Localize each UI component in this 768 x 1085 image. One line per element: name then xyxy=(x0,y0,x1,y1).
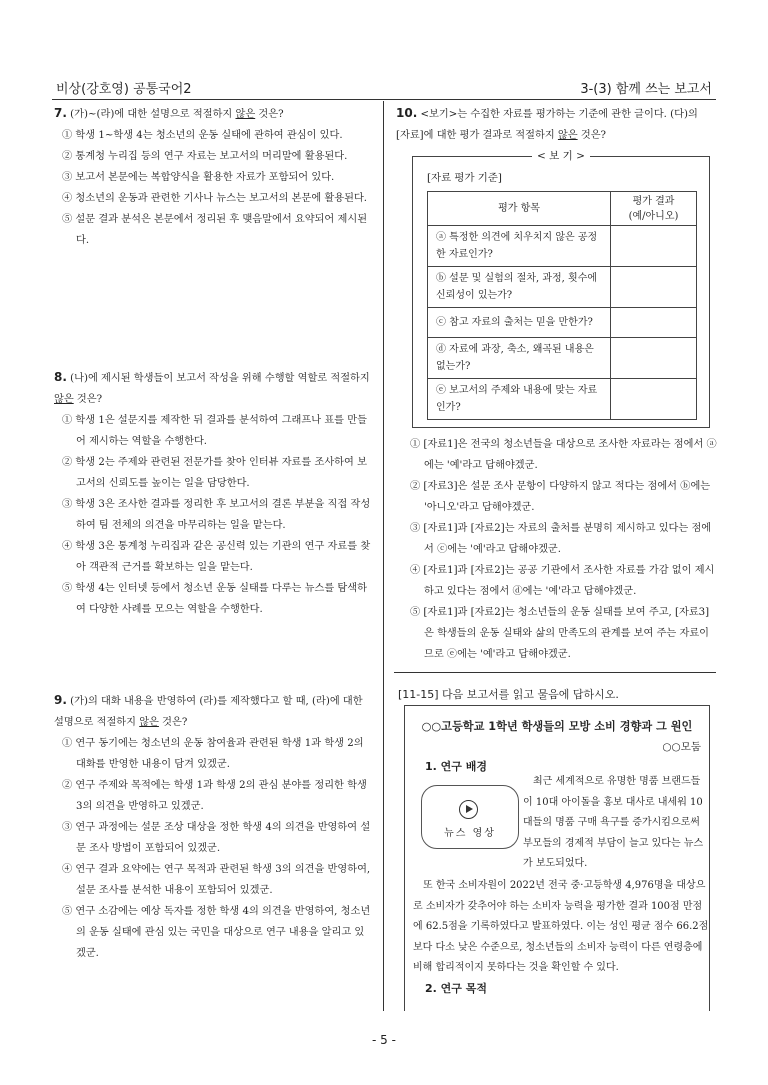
text-line: 비해 합리적이지 못하다는 것을 확인할 수 있다. xyxy=(413,962,619,973)
play-icon[interactable] xyxy=(459,800,478,819)
report-title: ○○고등학교 1학년 학생들의 모방 소비 경향과 그 원인 xyxy=(421,720,693,733)
background-text-paragraph xyxy=(413,876,709,979)
question-stem xyxy=(54,103,374,125)
result-cell xyxy=(611,267,697,308)
criteria-e: ⓔ 보고서의 주제와 내용에 맞는 자료인가? xyxy=(428,379,611,420)
question-stem xyxy=(54,367,374,410)
bogi-title-text: < 보 기 > xyxy=(532,150,590,162)
stem-underline: 않은 xyxy=(235,109,256,120)
option-2[interactable]: ② 통계청 누리집 등의 연구 자료는 보고서의 머리말에 활용된다. xyxy=(62,151,348,162)
report-passage xyxy=(404,705,710,1011)
stem-text-end: 것은? xyxy=(158,717,188,728)
stem-underline: 않은 xyxy=(139,717,159,728)
table-row xyxy=(428,267,697,308)
option-4[interactable]: ④ 연구 결과 요약에는 연구 목적과 관련된 학생 3의 의견을 반영하여, 설문 조사를 분석한 내용이 포함되어 있겠군. xyxy=(62,864,371,896)
question-stem xyxy=(396,103,714,146)
column-divider xyxy=(383,101,384,1011)
background-text-wrap xyxy=(523,772,709,875)
stem-underline: 않은 xyxy=(557,130,578,141)
option-4[interactable]: ④ 학생 3은 통계청 누리집과 같은 공신력 있는 기관의 연구 자료를 찾아 객관적 근거를 확보하는 일을 맡는다. xyxy=(62,541,371,573)
question-10 xyxy=(396,103,714,146)
option-3[interactable]: ③ 학생 3은 조사한 결과를 정리한 후 보고서의 결론 부분을 직접 작성하여 팀 전체의 의견을 마무리하는 일을 맡는다. xyxy=(62,499,371,531)
unit-title: 3-(3) 함께 쓰는 보고서 xyxy=(580,82,712,97)
table-row xyxy=(428,308,697,338)
passage-instruction: [11-15] 다음 보고서를 읽고 물음에 답하시오. xyxy=(398,688,619,701)
header-result xyxy=(611,192,697,226)
option-1[interactable]: ① [자료1]은 전국의 청소년들을 대상으로 조사한 자료라는 점에서 ⓐ에는 '예'라고 답해야겠군. xyxy=(410,439,717,471)
question-number: 8. xyxy=(54,370,67,384)
option-2[interactable]: ② 연구 주제와 목적에는 학생 1과 학생 2의 관심 분야를 정리한 학생 3의 의견을 반영하고 있겠군. xyxy=(62,780,367,812)
option-2[interactable]: ② [자료3]은 설문 조사 문항이 다양하지 않고 적다는 점에서 ⓑ에는 '아니오'라고 답해야겠군. xyxy=(410,481,711,513)
header-result-line2: (예/아니오) xyxy=(628,210,679,222)
section-heading-1: 1. 연구 배경 xyxy=(425,760,487,773)
table-row xyxy=(428,338,697,379)
stem-text-end: 것은? xyxy=(73,394,103,405)
text-line: 로 소비자가 갖추어야 하는 소비자 능력을 평가한 결과 100점 만점 xyxy=(413,900,703,912)
option-5[interactable]: ⑤ [자료1]과 [자료2]는 청소년들의 운동 실태를 보여 주고, [자료3]은 학생들의 운동 실태와 삶의 만족도의 관계를 보여 주는 자료이므로 ⓔ에는 '예'라고 답해야겠군. xyxy=(410,607,710,660)
criteria-d: ⓓ 자료에 과장, 축소, 왜곡된 내용은 없는가? xyxy=(428,338,611,379)
stem-text-end: 것은? xyxy=(255,109,284,120)
page-header xyxy=(52,72,716,100)
textbook-title: 비상(강호영) 공통국어2 xyxy=(56,82,192,97)
bogi-box xyxy=(412,150,710,428)
question-9 xyxy=(54,690,374,964)
table-header-row xyxy=(428,192,697,226)
option-5[interactable]: ⑤ 설문 결과 분석은 본문에서 정리된 후 맺음말에서 요약되어 제시된다. xyxy=(62,214,368,246)
option-3[interactable]: ③ [자료1]과 [자료2]는 자료의 출처를 분명히 제시하고 있다는 점에서 ⓒ에는 '예'라고 답해야겠군. xyxy=(410,523,712,555)
report-author: ○○모둠 xyxy=(662,741,701,753)
text-line: 가 보도되었다. xyxy=(523,858,588,869)
table-row xyxy=(428,226,697,267)
stem-text: <보기>는 수집한 자료를 평가하는 기준에 관한 글이다. (다)의 [자료]에 대한 평가 결과로 적절하지 xyxy=(396,109,698,141)
question-number: 10. xyxy=(396,106,418,120)
stem-underline: 않은 xyxy=(54,394,74,405)
question-number: 7. xyxy=(54,106,67,120)
result-cell xyxy=(611,379,697,420)
question-number: 9. xyxy=(54,693,67,707)
video-label: 뉴스 영상 xyxy=(444,828,496,839)
result-cell xyxy=(611,338,697,379)
option-2[interactable]: ② 학생 2는 주제와 관련된 전문가를 찾아 인터뷰 자료를 조사하여 보고서의 신뢰도를 높이는 일을 담당한다. xyxy=(62,457,367,489)
option-1[interactable]: ① 학생 1~학생 4는 청소년의 운동 실태에 관하여 관심이 있다. xyxy=(62,130,343,141)
option-1[interactable]: ① 연구 동기에는 청소년의 운동 참여율과 관련된 학생 1과 학생 2의 대화를 반영한 내용이 담겨 있겠군. xyxy=(62,738,364,770)
criteria-c: ⓒ 참고 자료의 출처는 믿을 만한가? xyxy=(428,308,611,338)
result-cell xyxy=(611,308,697,338)
header-item: 평가 항목 xyxy=(428,192,611,226)
criteria-label: [자료 평가 기준] xyxy=(427,172,502,184)
bogi-title xyxy=(413,148,709,163)
question-7 xyxy=(54,103,374,251)
stem-text: (가)~(라)에 대한 설명으로 적절하지 xyxy=(70,109,236,120)
option-1[interactable]: ① 학생 1은 설문지를 제작한 뒤 결과를 분석하여 그래프나 표를 만들어 제시하는 역할을 수행한다. xyxy=(62,415,367,447)
result-cell xyxy=(611,226,697,267)
text-line: 에 62.5점을 기록하였다고 발표하였다. 이는 성인 평균 점수 66.2점 xyxy=(413,921,709,932)
question-stem xyxy=(54,690,374,733)
text-line: 또 한국 소비자원이 2022년 전국 중·고등학생 4,976명을 대상으 xyxy=(423,880,706,891)
question-8 xyxy=(54,367,374,620)
criteria-table xyxy=(427,191,697,420)
stem-text: (나)에 제시된 학생들이 보고서 작성을 위해 수행할 역할로 적절하지 xyxy=(70,373,370,384)
option-4[interactable]: ④ [자료1]과 [자료2]는 공공 기관에서 조사한 자료를 가감 없이 제시하고 있다는 점에서 ⓓ에는 '예'라고 답해야겠군. xyxy=(410,565,715,597)
option-3[interactable]: ③ 보고서 본문에는 복합양식을 활용한 자료가 포함되어 있다. xyxy=(62,172,335,183)
option-5[interactable]: ⑤ 학생 4는 인터넷 등에서 청소년 운동 실태를 다루는 뉴스를 탐색하여 다양한 사례를 모으는 역할을 수행한다. xyxy=(62,583,367,615)
option-3[interactable]: ③ 연구 과정에는 설문 조상 대상을 정한 학생 4의 의견을 반영하여 설문 조사 방법이 포함되어 있겠군. xyxy=(62,822,371,854)
question-10-options xyxy=(402,434,718,665)
header-result-line1: 평가 결과 xyxy=(632,195,675,207)
table-row xyxy=(428,379,697,420)
text-line: 대들의 명품 구매 욕구를 증가시킴으로써 xyxy=(523,817,700,828)
option-4[interactable]: ④ 청소년의 운동과 관련한 기사나 뉴스는 보고서의 본문에 활용된다. xyxy=(62,193,368,204)
text-line: 최근 세계적으로 유명한 명품 브랜드들 xyxy=(533,776,701,787)
option-5[interactable]: ⑤ 연구 소감에는 예상 독자를 정한 학생 4의 의견을 반영하여, 청소년의 운동 실태에 관심 있는 국민을 대상으로 연구 내용을 알리고 있겠군. xyxy=(62,906,371,959)
section-heading-2: 2. 연구 목적 xyxy=(425,982,487,995)
stem-text: (가)의 대화 내용을 반영하여 (라)를 제작했다고 할 때, (라)에 대한 설명으로 적절하지 xyxy=(54,696,363,728)
section-divider xyxy=(394,672,716,673)
criteria-a: ⓐ 특정한 의견에 치우치지 않은 공정한 자료인가? xyxy=(428,226,611,267)
text-line: 부모들의 경제적 부담이 늘고 있다는 뉴스 xyxy=(523,837,704,849)
page-number: - 5 - xyxy=(372,1033,396,1047)
stem-text-end: 것은? xyxy=(577,130,606,141)
text-line: 이 10대 아이돌을 홍보 대사로 내세워 10 xyxy=(523,796,703,808)
criteria-b: ⓑ 설문 및 실험의 절차, 과정, 횟수에 신뢰성이 있는가? xyxy=(428,267,611,308)
news-video-placeholder[interactable] xyxy=(421,785,519,849)
text-line: 보다 다소 낮은 수준으로, 청소년들의 소비자 능력이 다른 연령층에 xyxy=(413,941,703,953)
